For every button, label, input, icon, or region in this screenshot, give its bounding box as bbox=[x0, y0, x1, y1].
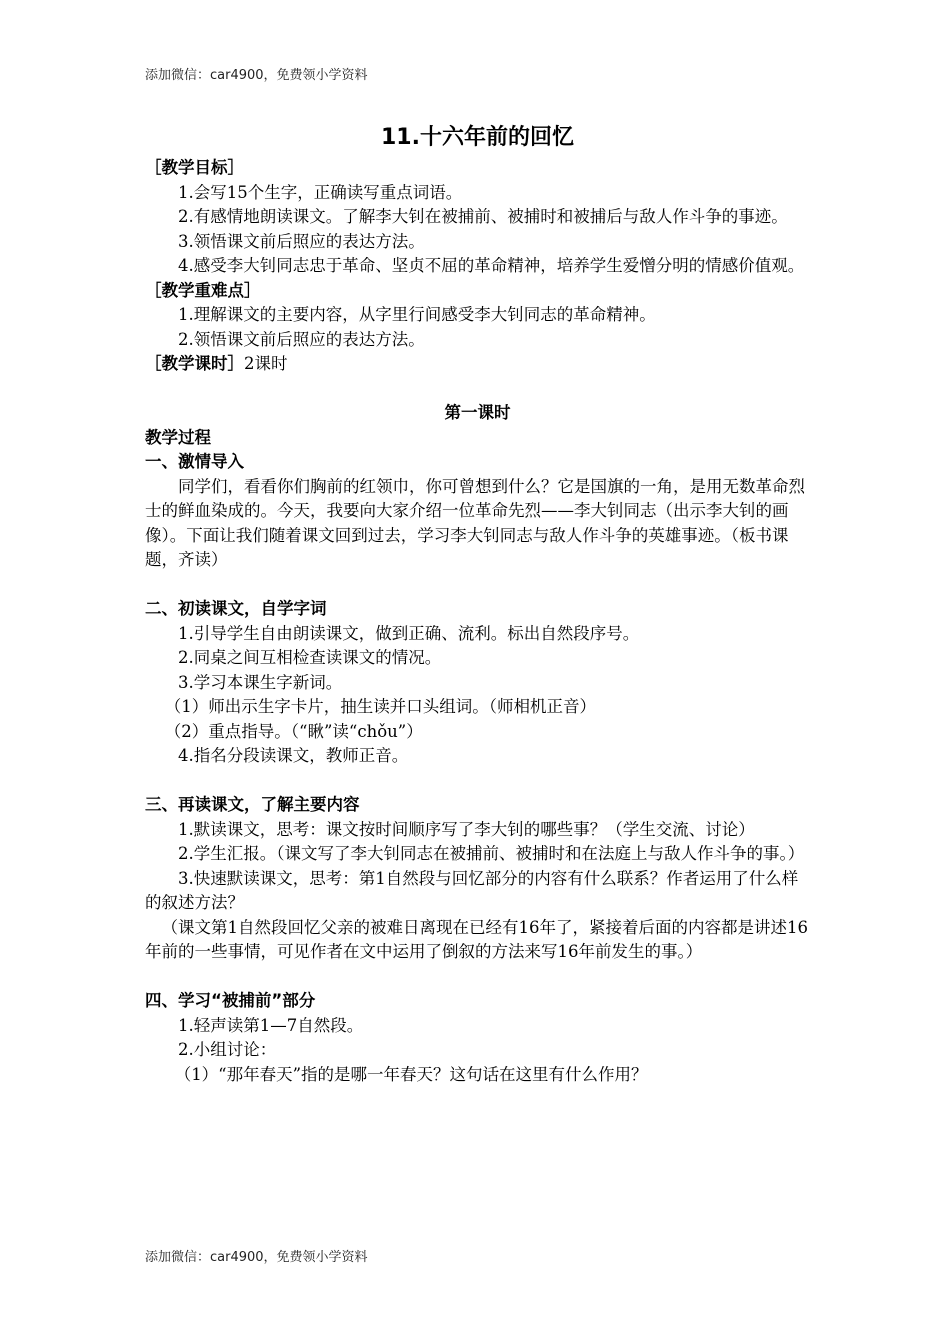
section-heading: 三、再读课文，了解主要内容 bbox=[145, 795, 360, 814]
goal-item: 1.会写15个生字，正确读写重点词语。 bbox=[178, 182, 463, 202]
keypoint-item: 2.领悟课文前后照应的表达方法。 bbox=[178, 329, 425, 349]
section-paragraph: （课文第1自然段回忆父亲的被难日离现在已经有16年了，紧接着后面的内容都是讲述16年前的一些事情，可见作者在文中运用了倒叙的方法来写16年前发生的事。） bbox=[145, 917, 808, 961]
document-body bbox=[145, 120, 810, 1087]
goal-item: 2.有感情地朗读课文。了解李大钊在被捕前、被捕时和被捕后与敌人作斗争的事迹。 bbox=[178, 207, 788, 226]
lesson-title: 第一课时 bbox=[444, 403, 511, 422]
keypoint-item: 1.理解课文的主要内容，从字里行间感受李大钊同志的革命精神。 bbox=[178, 305, 656, 324]
hours-value: 2课时 bbox=[244, 354, 288, 373]
section-paragraph: 2.同桌之间互相检查读课文的情况。 bbox=[178, 648, 442, 667]
section-paragraph: （2）重点指导。（“瞅”读“chǒu”） bbox=[164, 721, 423, 741]
section-paragraph: 1.默读课文，思考：课文按时间顺序写了李大钊的哪些事？（学生交流、讨论） bbox=[178, 819, 755, 839]
section-paragraph: （1）“那年春天”指的是哪一年春天？这句话在这里有什么作用？ bbox=[174, 1064, 648, 1084]
section-paragraph: 3.学习本课生字新词。 bbox=[178, 672, 343, 692]
section-paragraph: （1）师出示生字卡片，抽生读并口头组词。（师相机正音） bbox=[164, 697, 597, 716]
section-paragraph: 同学们，看看你们胸前的红领巾，你可曾想到什么？它是国旗的一角，是用无数革命烈士的鲜血染成的。今天，我要向大家介绍一位革命先烈——李大钊同志（出示李大钊的画像）。下面让我们随着课文回到过去，学习李大钊同志与敌人作斗争的英雄事迹。（板书课题，齐读） bbox=[145, 476, 805, 569]
section-paragraph: 1.轻声读第1—7自然段。 bbox=[178, 1015, 364, 1035]
goal-item: 3.领悟课文前后照应的表达方法。 bbox=[178, 231, 425, 251]
section-paragraph: 1.引导学生自由朗读课文，做到正确、流利。标出自然段序号。 bbox=[178, 623, 640, 643]
section-heading: 一、激情导入 bbox=[145, 452, 244, 471]
section-heading: 四、学习“被捕前”部分 bbox=[145, 991, 316, 1010]
section-paragraph: 2.学生汇报。（课文写了李大钊同志在被捕前、被捕时和在法庭上与敌人作斗争的事。） bbox=[178, 844, 805, 863]
section-paragraph: 3.快速默读课文，思考：第1自然段与回忆部分的内容有什么联系？作者运用了什么样的叙述方法？ bbox=[145, 868, 799, 912]
section-heading: 二、初读课文，自学字词 bbox=[145, 599, 327, 618]
goal-item: 4.感受李大钊同志忠于革命、坚贞不屈的革命精神，培养学生爱憎分明的情感价值观。 bbox=[178, 256, 805, 275]
document-title: 11.十六年前的回忆 bbox=[381, 125, 574, 150]
process-heading: 教学过程 bbox=[145, 427, 211, 447]
hours-heading: ［教学课时］ bbox=[145, 354, 244, 373]
hours-line bbox=[145, 352, 810, 377]
keypoints-heading: ［教学重难点］ bbox=[145, 280, 261, 300]
page-footer: 添加微信：car4900，免费领小学资料 bbox=[145, 1250, 368, 1265]
page-header: 添加微信：car4900，免费领小学资料 bbox=[145, 68, 368, 83]
goals-heading: ［教学目标］ bbox=[145, 158, 244, 177]
section-paragraph: 4.指名分段读课文，教师正音。 bbox=[178, 746, 409, 765]
section-paragraph: 2.小组讨论： bbox=[178, 1040, 277, 1059]
